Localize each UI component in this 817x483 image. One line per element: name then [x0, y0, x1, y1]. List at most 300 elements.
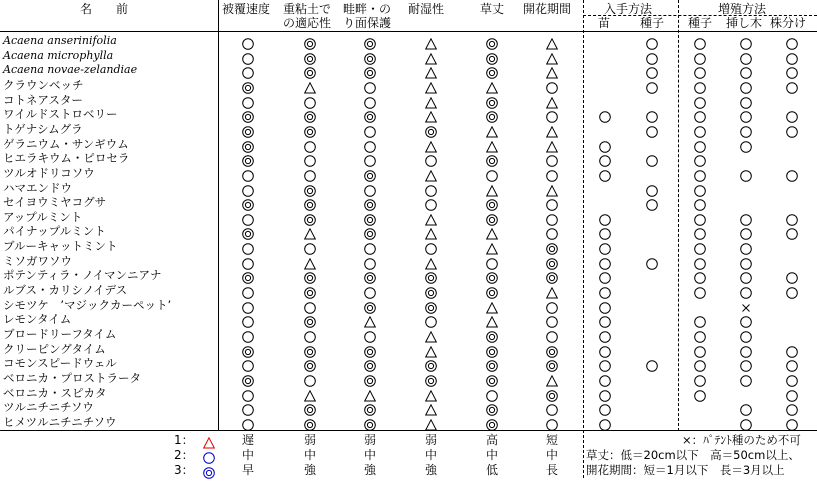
double-circle-symbol [425, 269, 437, 281]
circle-symbol [646, 182, 658, 194]
circle-symbol [740, 79, 752, 91]
double-circle-symbol [364, 35, 376, 47]
legend-key: 3： [174, 463, 194, 477]
header-seed: 種子 [640, 16, 665, 30]
circle-symbol [786, 211, 798, 223]
header-ridge-2: り面保護 [343, 16, 392, 30]
header-ridge-1: 畦畔・の [343, 2, 392, 16]
circle-symbol [740, 108, 752, 120]
double-circle-symbol [304, 64, 316, 76]
double-circle-symbol [486, 401, 498, 413]
circle-symbol [646, 255, 658, 267]
plant-name: ワイルドストロベリー [3, 107, 118, 122]
circle-symbol [694, 108, 706, 120]
triangle-symbol [425, 255, 437, 267]
triangle-symbol [546, 64, 558, 76]
triangle-symbol [486, 313, 498, 325]
legend-value: 中 [425, 448, 438, 462]
header-acquire: 入手方法 [604, 2, 653, 16]
double-circle-symbol [364, 401, 376, 413]
note-bloom: 開花期間：短＝1月以下 長＝3月以上 [586, 463, 785, 477]
circle-symbol [694, 94, 706, 106]
circle-symbol [546, 313, 558, 325]
double-circle-symbol [242, 79, 254, 91]
plant-name: ハマエンドウ [3, 180, 72, 195]
plant-name: ポテンティラ・ノイマンニアナ [3, 268, 162, 283]
double-circle-symbol [304, 123, 316, 135]
circle-symbol [786, 50, 798, 62]
triangle-symbol [425, 387, 437, 399]
triangle-symbol [486, 182, 498, 194]
circle-symbol [786, 225, 798, 237]
plant-name: Acaena novae-zelandiae [3, 63, 138, 77]
circle-symbol [242, 401, 254, 413]
circle-symbol [364, 182, 376, 194]
header-heavy-clay-2: の適応性 [283, 16, 332, 30]
circle-symbol [740, 313, 752, 325]
double-circle-symbol [486, 211, 498, 223]
circle-symbol [694, 79, 706, 91]
double-circle-symbol [425, 284, 437, 296]
double-circle-symbol [364, 343, 376, 355]
subheader-rule [583, 15, 817, 16]
circle-symbol [364, 138, 376, 150]
circle-symbol [694, 372, 706, 384]
double-circle-symbol [546, 343, 558, 355]
circle-symbol [694, 387, 706, 399]
circle-symbol [599, 269, 611, 281]
legend-value: 短 [546, 433, 559, 447]
double-circle-symbol [546, 255, 558, 267]
triangle-symbol [425, 94, 437, 106]
double-circle-symbol [486, 416, 498, 428]
circle-symbol [242, 182, 254, 194]
legend-value: 弱 [425, 433, 438, 447]
circle-symbol [740, 372, 752, 384]
circle-symbol [599, 328, 611, 340]
double-circle-symbol [304, 313, 316, 325]
double-circle-symbol [364, 225, 376, 237]
circle-symbol [242, 211, 254, 223]
plant-name: シモツケ ’マジックカーペット’ [3, 297, 172, 312]
circle-symbol [646, 123, 658, 135]
double-circle-symbol [242, 152, 254, 164]
propagate-divider [678, 0, 679, 431]
circle-symbol [242, 357, 254, 369]
circle-symbol [425, 313, 437, 325]
cross-symbol [740, 299, 752, 311]
double-circle-symbol [304, 211, 316, 223]
double-circle-symbol [304, 182, 316, 194]
circle-symbol [786, 269, 798, 281]
circle-symbol [546, 401, 558, 413]
double-circle-symbol [486, 64, 498, 76]
circle-symbol [694, 211, 706, 223]
header-height: 草丈 [480, 2, 505, 16]
legend-double-circle-symbol [203, 464, 215, 476]
circle-symbol [304, 299, 316, 311]
plant-name: ゲラニウム・サンギウム [3, 136, 129, 151]
header-seedling: 苗 [598, 16, 611, 30]
circle-symbol [599, 138, 611, 150]
double-circle-symbol [546, 269, 558, 281]
double-circle-symbol [486, 357, 498, 369]
double-circle-symbol [364, 357, 376, 369]
circle-symbol [694, 225, 706, 237]
circle-symbol [546, 152, 558, 164]
triangle-symbol [364, 313, 376, 325]
circle-symbol [694, 196, 706, 208]
circle-symbol [546, 416, 558, 428]
double-circle-symbol [425, 357, 437, 369]
circle-symbol [694, 167, 706, 179]
legend-value: 低 [486, 463, 499, 477]
circle-symbol [694, 123, 706, 135]
double-circle-symbol [486, 94, 498, 106]
plant-name: レモンタイム [3, 312, 72, 327]
circle-symbol [242, 299, 254, 311]
circle-symbol [694, 328, 706, 340]
double-circle-symbol [242, 269, 254, 281]
triangle-symbol [546, 50, 558, 62]
legend-value: 中 [242, 448, 255, 462]
triangle-symbol [425, 35, 437, 47]
circle-symbol [786, 343, 798, 355]
circle-symbol [304, 240, 316, 252]
triangle-symbol [486, 240, 498, 252]
triangle-symbol [364, 387, 376, 399]
circle-symbol [304, 372, 316, 384]
circle-symbol [242, 416, 254, 428]
double-circle-symbol [486, 343, 498, 355]
double-circle-symbol [364, 269, 376, 281]
triangle-symbol [486, 299, 498, 311]
circle-symbol [364, 79, 376, 91]
circle-symbol [242, 167, 254, 179]
legend-value: 強 [364, 463, 377, 477]
circle-symbol [425, 152, 437, 164]
circle-symbol [599, 357, 611, 369]
circle-symbol [425, 182, 437, 194]
plant-name: Acaena microphylla [3, 48, 114, 62]
circle-symbol [599, 372, 611, 384]
triangle-symbol [425, 79, 437, 91]
circle-symbol [646, 79, 658, 91]
double-circle-symbol [364, 196, 376, 208]
circle-symbol [694, 357, 706, 369]
circle-symbol [364, 240, 376, 252]
circle-symbol [786, 387, 798, 399]
triangle-symbol [546, 284, 558, 296]
plant-name: クラウンベッチ [3, 77, 84, 92]
plant-name: クリーピングタイム [3, 341, 106, 356]
legend-value: 早 [242, 463, 255, 477]
plant-name: Acaena anserinifolia [3, 34, 117, 47]
double-circle-symbol [364, 372, 376, 384]
circle-symbol [740, 269, 752, 281]
circle-symbol [740, 357, 752, 369]
triangle-symbol [425, 108, 437, 120]
circle-symbol [694, 35, 706, 47]
circle-symbol [740, 64, 752, 76]
circle-symbol [486, 255, 498, 267]
double-circle-symbol [242, 196, 254, 208]
triangle-symbol [425, 167, 437, 179]
legend-value: 遅 [242, 433, 255, 447]
double-circle-symbol [425, 372, 437, 384]
double-circle-symbol [486, 284, 498, 296]
triangle-symbol [425, 225, 437, 237]
circle-symbol [304, 152, 316, 164]
triangle-symbol [304, 255, 316, 267]
circle-symbol [786, 108, 798, 120]
plant-name: コモンスピードウェル [3, 356, 117, 371]
double-circle-symbol [486, 108, 498, 120]
circle-symbol [646, 196, 658, 208]
circle-symbol [599, 299, 611, 311]
double-circle-symbol [242, 123, 254, 135]
legend-value: 強 [425, 463, 438, 477]
legend-value: 中 [486, 448, 499, 462]
circle-symbol [546, 225, 558, 237]
circle-symbol [786, 357, 798, 369]
plant-name: ツルニチニチソウ [3, 400, 94, 415]
circle-symbol [364, 94, 376, 106]
double-circle-symbol [304, 35, 316, 47]
circle-symbol [242, 50, 254, 62]
circle-symbol [599, 240, 611, 252]
circle-symbol [364, 328, 376, 340]
circle-symbol [646, 152, 658, 164]
circle-symbol [599, 211, 611, 223]
double-circle-symbol [364, 211, 376, 223]
double-circle-symbol [364, 50, 376, 62]
circle-symbol [242, 313, 254, 325]
double-circle-symbol [304, 196, 316, 208]
double-circle-symbol [304, 269, 316, 281]
double-circle-symbol [304, 401, 316, 413]
plant-name: ルブス・カリシノイデス [3, 283, 128, 298]
double-circle-symbol [304, 343, 316, 355]
header-coverage-speed: 被覆速度 [222, 2, 271, 16]
circle-symbol [786, 284, 798, 296]
circle-symbol [646, 357, 658, 369]
circle-symbol [364, 255, 376, 267]
header-division: 株分け [770, 16, 807, 30]
circle-symbol [546, 328, 558, 340]
circle-symbol [242, 387, 254, 399]
double-circle-symbol [242, 372, 254, 384]
legend-key: 2： [174, 448, 194, 462]
triangle-symbol [546, 372, 558, 384]
legend-value: 強 [304, 463, 317, 477]
triangle-symbol [425, 401, 437, 413]
circle-symbol [646, 50, 658, 62]
double-circle-symbol [546, 357, 558, 369]
circle-symbol [304, 328, 316, 340]
circle-symbol [740, 401, 752, 413]
legend-value: 弱 [304, 433, 317, 447]
circle-symbol [694, 64, 706, 76]
circle-symbol [786, 167, 798, 179]
circle-symbol [786, 64, 798, 76]
circle-symbol [425, 240, 437, 252]
triangle-symbol [304, 79, 316, 91]
circle-symbol [599, 387, 611, 399]
legend-value: 弱 [364, 433, 377, 447]
legend-key: 1： [174, 433, 194, 447]
circle-symbol [242, 94, 254, 106]
triangle-symbol [425, 64, 437, 76]
circle-symbol [694, 138, 706, 150]
legend-value: 中 [364, 448, 377, 462]
circle-symbol [740, 240, 752, 252]
circle-symbol [599, 152, 611, 164]
circle-symbol [694, 152, 706, 164]
double-circle-symbol [364, 416, 376, 428]
circle-symbol [786, 35, 798, 47]
double-circle-symbol [486, 372, 498, 384]
circle-symbol [546, 211, 558, 223]
plant-name: ベロニカ・スピカタ [3, 385, 107, 400]
header-prop-seed: 種子 [688, 16, 713, 30]
circle-symbol [546, 79, 558, 91]
circle-symbol [740, 94, 752, 106]
triangle-symbol [304, 387, 316, 399]
plant-name: ミソガワソウ [3, 253, 72, 268]
circle-symbol [740, 35, 752, 47]
name-column-rule [218, 0, 219, 431]
legend-triangle-symbol [203, 434, 215, 446]
circle-symbol [740, 343, 752, 355]
circle-symbol [304, 94, 316, 106]
circle-symbol [740, 50, 752, 62]
double-circle-symbol [546, 240, 558, 252]
plant-name: セイヨウミヤコグサ [3, 195, 107, 210]
double-circle-symbol [486, 196, 498, 208]
double-circle-symbol [364, 64, 376, 76]
circle-symbol [599, 255, 611, 267]
triangle-symbol [546, 94, 558, 106]
plant-name: パイナップルミント [3, 224, 106, 239]
circle-symbol [599, 225, 611, 237]
circle-symbol [599, 284, 611, 296]
double-circle-symbol [425, 299, 437, 311]
triangle-symbol [546, 123, 558, 135]
double-circle-symbol [242, 108, 254, 120]
circle-symbol [546, 167, 558, 179]
circle-symbol [740, 416, 752, 428]
double-circle-symbol [364, 299, 376, 311]
circle-symbol [546, 196, 558, 208]
circle-symbol [740, 167, 752, 179]
double-circle-symbol [486, 269, 498, 281]
circle-symbol [694, 255, 706, 267]
circle-symbol [740, 225, 752, 237]
circle-symbol [646, 108, 658, 120]
plant-name: コトネアスター [3, 92, 83, 107]
circle-symbol [364, 284, 376, 296]
circle-symbol [546, 108, 558, 120]
plant-name: ベロニカ・プロストラータ [3, 370, 141, 385]
double-circle-symbol [364, 108, 376, 120]
circle-symbol [786, 123, 798, 135]
double-circle-symbol [425, 123, 437, 135]
note-patent: ×：ﾊﾟﾃﾝﾄ種のため不可 [682, 433, 801, 447]
double-circle-symbol [486, 152, 498, 164]
circle-symbol [486, 387, 498, 399]
circle-symbol [599, 108, 611, 120]
circle-symbol [740, 255, 752, 267]
circle-symbol [694, 313, 706, 325]
double-circle-symbol [304, 357, 316, 369]
plant-name: ブロードリーフタイム [3, 327, 117, 341]
circle-symbol [599, 313, 611, 325]
header-propagate: 増殖方法 [718, 2, 767, 16]
double-circle-symbol [304, 50, 316, 62]
circle-symbol [694, 182, 706, 194]
circle-symbol [786, 416, 798, 428]
circle-symbol [425, 196, 437, 208]
plant-name: ヒエラキウム・ピロセラ [3, 151, 130, 166]
triangle-symbol [425, 416, 437, 428]
triangle-symbol [546, 182, 558, 194]
triangle-symbol [486, 123, 498, 135]
legend-value: 高 [486, 433, 499, 447]
double-circle-symbol [486, 328, 498, 340]
double-circle-symbol [304, 108, 316, 120]
circle-symbol [694, 50, 706, 62]
triangle-symbol [486, 225, 498, 237]
circle-symbol [694, 284, 706, 296]
circle-symbol [740, 328, 752, 340]
circle-symbol [740, 284, 752, 296]
circle-symbol [242, 64, 254, 76]
double-circle-symbol [304, 284, 316, 296]
circle-symbol [242, 328, 254, 340]
double-circle-symbol [546, 387, 558, 399]
circle-symbol [786, 372, 798, 384]
circle-symbol [646, 64, 658, 76]
acquire-divider [583, 0, 584, 478]
plant-name: アップルミント [3, 209, 83, 224]
circle-symbol [740, 138, 752, 150]
legend-value: 中 [546, 448, 559, 462]
circle-symbol [599, 343, 611, 355]
circle-symbol [599, 401, 611, 413]
double-circle-symbol [364, 167, 376, 179]
double-circle-symbol [304, 416, 316, 428]
legend-circle-symbol [203, 449, 215, 461]
plant-name: トゲナシムグラ [3, 121, 83, 136]
circle-symbol [242, 240, 254, 252]
circle-symbol [364, 152, 376, 164]
circle-symbol [546, 299, 558, 311]
triangle-symbol [486, 79, 498, 91]
header-rule [0, 31, 817, 32]
triangle-symbol [486, 138, 498, 150]
circle-symbol [364, 123, 376, 135]
circle-symbol [786, 79, 798, 91]
plant-name: ブルーキャットミント [3, 239, 118, 254]
circle-symbol [740, 211, 752, 223]
plant-name: ヒメツルニチニチソウ [3, 414, 117, 429]
triangle-symbol [425, 138, 437, 150]
note-height: 草丈：低＝20cm以下 高＝50cm以上、 [586, 448, 800, 462]
circle-symbol [740, 123, 752, 135]
header-cutting: 挿し木 [726, 16, 763, 30]
legend-value: 中 [304, 448, 317, 462]
